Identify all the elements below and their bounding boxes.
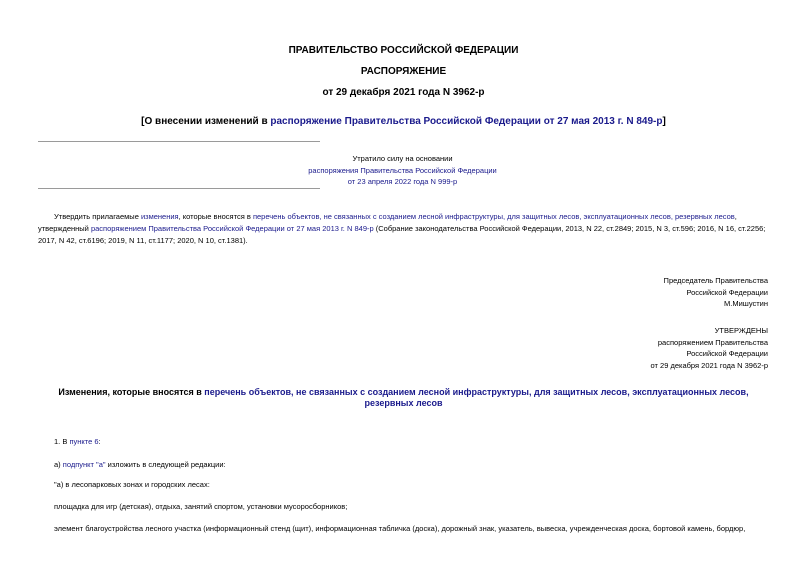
lost-force-link[interactable]: распоряжения Правительства Российской Федерации [308, 165, 497, 175]
p2-text: а) [54, 460, 63, 469]
decree-link[interactable]: распоряжением Правительства Российской Федерации от 27 мая 2013 г. N 849-р [90, 224, 374, 233]
paragraph-3: "а) в лесопарковых зонах и городских лесах: [54, 480, 210, 489]
approved-line: распоряжением Правительства [657, 337, 768, 347]
signature-name: М.Мишустин [724, 299, 768, 308]
lost-force-line: Утратило силу на основании [352, 154, 453, 163]
lost-force-link-date[interactable]: от 23 апреля 2022 года N 999-р [347, 177, 458, 186]
subject-suffix: ] [662, 116, 666, 127]
paragraph-1 [54, 436, 785, 447]
signature-line: Российской Федерации [686, 287, 768, 297]
changes-title-prefix: Изменения, которые вносятся в [58, 387, 205, 397]
changes-title [38, 387, 769, 409]
intro-text: , утвержденный [38, 212, 737, 233]
approved-block [548, 325, 768, 371]
intro-text: , которые вносятся в [178, 212, 253, 221]
list-link[interactable]: перечень объектов, не связанных с созданием лесной инфраструктуры, для защитных лесов, эксплуатационных лесов, резервных лесов [252, 212, 735, 221]
paragraph-4: площадка для игр (детская), отдыха, занятий спортом, установки мусоросборников; [54, 502, 348, 511]
paragraph-5: элемент благоустройства лесного участка (информационный стенд (щит), информационная табличка (доска), дорожный знак, указатель, вывеска, учрежденческая доска, бортовой камень, бордюр, [54, 524, 746, 533]
intro-text: Утвердить прилагаемые [54, 212, 141, 221]
approved-line: Российской Федерации [686, 349, 768, 358]
signature-line: Председатель Правительства [663, 276, 768, 285]
divider-bottom [38, 188, 320, 189]
document-type: РАСПОРЯЖЕНИЕ [360, 66, 447, 77]
document-date: от 29 декабря 2021 года N 3962-р [322, 87, 485, 98]
subject-prefix: [О внесении изменений в [141, 116, 271, 127]
lost-force-note [250, 153, 555, 188]
approved-line: УТВЕРЖДЕНЫ [714, 326, 768, 335]
subject-link[interactable]: распоряжение Правительства Российской Федерации от 27 мая 2013 г. N 849-р [270, 116, 663, 127]
intro-text: (Собрание законодательства Российской Федерации, 2013, N 22, ст.2849; 2015, N 3, ст.596; 2016, N 16, ст.2256; 2017, N 42, ст.6196; 2019, N 11, ст.1177; 2020, N 10, ст.1381). [38, 224, 766, 245]
p1-link[interactable]: пункте 6 [69, 437, 99, 446]
p2-link[interactable]: подпункт "а" [62, 460, 106, 469]
divider-top [38, 141, 320, 142]
signature-block [548, 275, 768, 310]
changes-link[interactable]: изменения [140, 212, 179, 221]
p1-text: 1. В [54, 437, 70, 446]
intro-paragraph [38, 211, 769, 247]
p2-suffix: изложить в следующей редакции: [105, 460, 226, 469]
changes-title-link[interactable]: перечень объектов, не связанных с созданием лесной инфраструктуры, для защитных лесов, эксплуатационных лесов, резервных лесов [204, 387, 749, 408]
p1-suffix: : [98, 437, 101, 446]
organization-title: ПРАВИТЕЛЬСТВО РОССИЙСКОЙ ФЕДЕРАЦИИ [288, 45, 519, 56]
paragraph-2 [54, 459, 785, 470]
document-subject [0, 116, 807, 127]
approved-line: от 29 декабря 2021 года N 3962-р [650, 360, 768, 370]
